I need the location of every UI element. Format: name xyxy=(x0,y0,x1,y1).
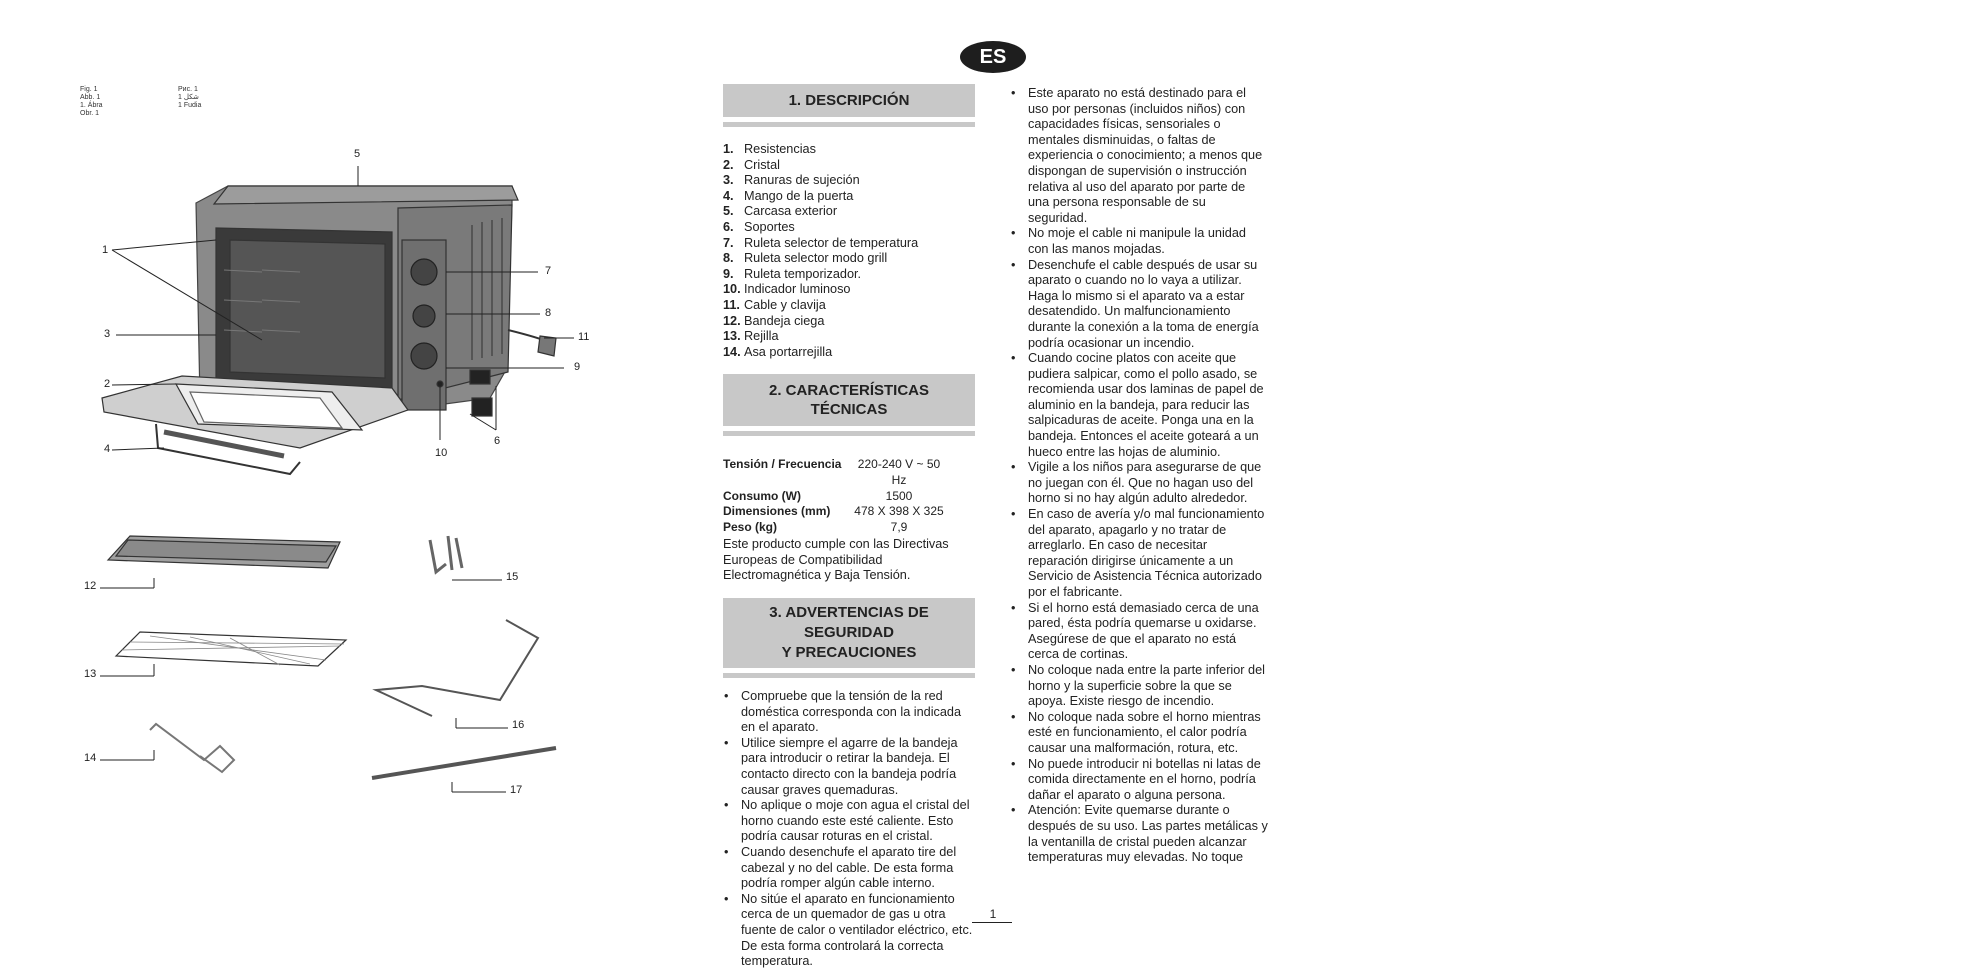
item-text: Indicador luminoso xyxy=(744,282,851,297)
parts-list xyxy=(723,142,975,360)
callout-2: 2 xyxy=(104,378,111,390)
spec-label: Consumo (W) xyxy=(723,488,801,503)
item-number: 5. xyxy=(723,204,734,219)
callout-5: 5 xyxy=(354,148,361,160)
item-text: Bandeja ciega xyxy=(744,313,825,328)
item-text: Cristal xyxy=(744,157,780,172)
fig-label: Obr. 1 xyxy=(80,110,100,117)
callout-4: 4 xyxy=(104,443,111,455)
callout-10: 10 xyxy=(435,447,448,459)
safety-list-right xyxy=(1010,86,1268,866)
callout-1: 1 xyxy=(102,244,109,256)
oven-illustration xyxy=(0,0,700,954)
callout-13: 13 xyxy=(84,668,97,680)
fig-label: 1 Fudia xyxy=(178,102,202,109)
item-number: 3. xyxy=(723,173,734,188)
oven-figure xyxy=(0,0,700,954)
table-row xyxy=(723,457,949,488)
callout-17: 17 xyxy=(510,784,523,796)
spec-value: 7,9 xyxy=(890,519,908,534)
list-item: • No puede introducir ni botellas ni latas de comida directamente en el horno, podría dañar el aparato o alguna persona. xyxy=(1010,757,1268,804)
list-item xyxy=(723,220,975,236)
item-text: Carcasa exterior xyxy=(744,204,838,219)
list-item xyxy=(723,142,975,158)
item-text: Resistencias xyxy=(744,142,816,156)
list-item: • Compruebe que la tensión de la red doméstica corresponda con la indicada en el aparato. xyxy=(723,689,975,736)
item-number: 7. xyxy=(723,235,734,250)
list-item: • No coloque nada sobre el horno mientras esté en funcionamiento, el calor podría causar una malformación, rotura, etc. xyxy=(1010,710,1268,757)
callout-7: 7 xyxy=(545,265,552,277)
compliance-note: Este producto cumple con las Directivas Europeas de Compatibilidad Electromagnética y Baja Tensión. xyxy=(723,537,949,583)
list-item xyxy=(723,267,975,283)
item-number: 14. xyxy=(723,344,741,359)
list-item xyxy=(723,173,975,189)
section-heading-descripcion: 1. DESCRIPCIÓN xyxy=(723,84,975,122)
list-item xyxy=(723,189,975,205)
item-text: Soportes xyxy=(744,219,795,234)
spec-label: Tensión / Frecuencia xyxy=(723,457,842,472)
table-row xyxy=(723,504,949,520)
item-number: 8. xyxy=(723,251,734,266)
callout-3: 3 xyxy=(104,328,111,340)
callout-15: 15 xyxy=(506,571,519,583)
page-number: 1 xyxy=(989,907,997,921)
list-item xyxy=(723,298,975,314)
fig-label: 1 شكل xyxy=(178,94,199,101)
page-number-rule xyxy=(972,922,1012,923)
list-item: • No aplique o moje con agua el cristal del horno cuando este esté caliente. Esto podría causar roturas en el cristal. xyxy=(723,798,975,845)
list-item: • Atención: Evite quemarse durante o después de su uso. Las partes metálicas y la ventanilla de cristal pueden alcanzar temperaturas muy elevadas. No toque xyxy=(1010,803,1268,865)
list-item: • Vigile a los niños para asegurarse de que no juegan con él. Que no hagan uso del horno si no hay algún adulto alrededor. xyxy=(1010,460,1268,507)
callout-6: 6 xyxy=(494,435,501,447)
list-item xyxy=(723,158,975,174)
item-number: 9. xyxy=(723,266,734,281)
section-heading-advertencias xyxy=(723,598,975,673)
item-number: 4. xyxy=(723,188,734,203)
language-badge: ES xyxy=(960,41,1026,73)
list-item: • Desenchufe el cable después de usar su aparato o cuando no lo vaya a utilizar. Haga lo mismo si el aparato va a estar desatendido. Un malfuncionamiento durante la conexión a la toma de energía podría ocasionar un incendio. xyxy=(1010,258,1268,352)
item-text: Ruleta selector modo grill xyxy=(744,251,888,266)
item-text: Ranuras de sujeción xyxy=(744,173,860,188)
list-item xyxy=(723,314,975,330)
table-row xyxy=(723,489,949,505)
spec-label: Peso (kg) xyxy=(723,519,778,534)
spec-value: 220-240 V ~ 50 Hz xyxy=(857,457,941,487)
item-text: Mango de la puerta xyxy=(744,188,854,203)
fig-label: Fig. 1 xyxy=(80,86,98,93)
callout-8: 8 xyxy=(545,307,552,319)
table-row xyxy=(723,520,949,536)
specs-table xyxy=(723,457,949,535)
item-number: 1. xyxy=(723,142,734,156)
list-item: • No sitúe el aparato en funcionamiento cerca de un quemador de gas u otra fuente de calor o ventilador eléctrico, etc. De esta forma controlará la correcta temperatura. xyxy=(723,892,975,970)
heading-line: 3. ADVERTENCIAS DE SEGURIDAD xyxy=(769,604,929,642)
text-column-left xyxy=(723,84,975,970)
safety-list-left xyxy=(723,689,975,970)
list-item xyxy=(723,282,975,298)
heading-line: Y PRECAUCIONES xyxy=(781,644,917,662)
item-text: Ruleta selector de temperatura xyxy=(744,235,919,250)
item-text: Ruleta temporizador. xyxy=(744,266,862,281)
fig-label: Abb. 1 xyxy=(80,94,101,101)
list-item xyxy=(723,345,975,361)
list-item: • Este aparato no está destinado para el uso por personas (incluidos niños) con capacidades físicas, sensoriales o mentales disminuidas, o faltas de experiencia o conocimiento; a menos que dispongan de supervisión o instrucción relativa al uso del aparato por parte de una persona responsable de su seguridad. xyxy=(1010,86,1268,226)
list-item xyxy=(723,236,975,252)
spec-label: Dimensiones (mm) xyxy=(723,504,831,519)
callout-11: 11 xyxy=(578,331,590,343)
list-item xyxy=(723,251,975,267)
fig-label: 1. Ábra xyxy=(80,102,103,109)
list-item: • No moje el cable ni manipule la unidad con las manos mojadas. xyxy=(1010,226,1268,257)
list-item: • Cuando cocine platos con aceite que pudiera salpicar, como el pollo asado, se recomienda usar dos laminas de papel de aluminio en la bandeja, para reducir las salpicaduras de aceite. Ponga una en la bandeja. Entonces el aceite goteará a un hueco entre las hojas de aluminio. xyxy=(1010,351,1268,460)
item-number: 11. xyxy=(723,297,740,312)
list-item xyxy=(723,329,975,345)
item-text: Cable y clavija xyxy=(744,297,826,312)
list-item xyxy=(723,204,975,220)
item-number: 2. xyxy=(723,157,734,172)
spec-value: 1500 xyxy=(885,488,913,503)
section-heading-caracteristicas: 2. CARACTERÍSTICAS TÉCNICAS xyxy=(723,374,975,431)
item-text: Rejilla xyxy=(744,329,779,344)
callout-14: 14 xyxy=(84,752,97,764)
list-item: • Utilice siempre el agarre de la bandeja para introducir o retirar la bandeja. El contacto directo con la bandeja podría causar graves quemaduras. xyxy=(723,736,975,798)
list-item: • No coloque nada entre la parte inferior del horno y la superficie sobre la que se apoya. Existe riesgo de incendio. xyxy=(1010,663,1268,710)
callout-16: 16 xyxy=(512,719,525,731)
spec-value: 478 X 398 X 325 xyxy=(854,504,944,519)
callout-9: 9 xyxy=(574,361,581,373)
item-number: 13. xyxy=(723,329,741,344)
item-number: 10. xyxy=(723,282,741,297)
callout-12: 12 xyxy=(84,580,97,592)
list-item: • Si el horno está demasiado cerca de una pared, ésta podría quemarse u oxidarse. Asegúrese de que el aparato no está cerca de cortinas. xyxy=(1010,601,1268,663)
fig-label: Рис. 1 xyxy=(178,86,198,93)
list-item: • Cuando desenchufe el aparato tire del cabezal y no del cable. De esta forma podría romper algún cable interno. xyxy=(723,845,975,892)
text-column-right xyxy=(1010,86,1268,866)
item-number: 12. xyxy=(723,313,741,328)
item-number: 6. xyxy=(723,219,734,234)
item-text: Asa portarrejilla xyxy=(744,344,833,359)
list-item: • En caso de avería y/o mal funcionamiento del aparato, apagarlo y no tratar de arreglarlo. En caso de necesitar reparación dirigirse únicamente a un Servicio de Asistencia Técnica autorizado por el fabricante. xyxy=(1010,507,1268,601)
